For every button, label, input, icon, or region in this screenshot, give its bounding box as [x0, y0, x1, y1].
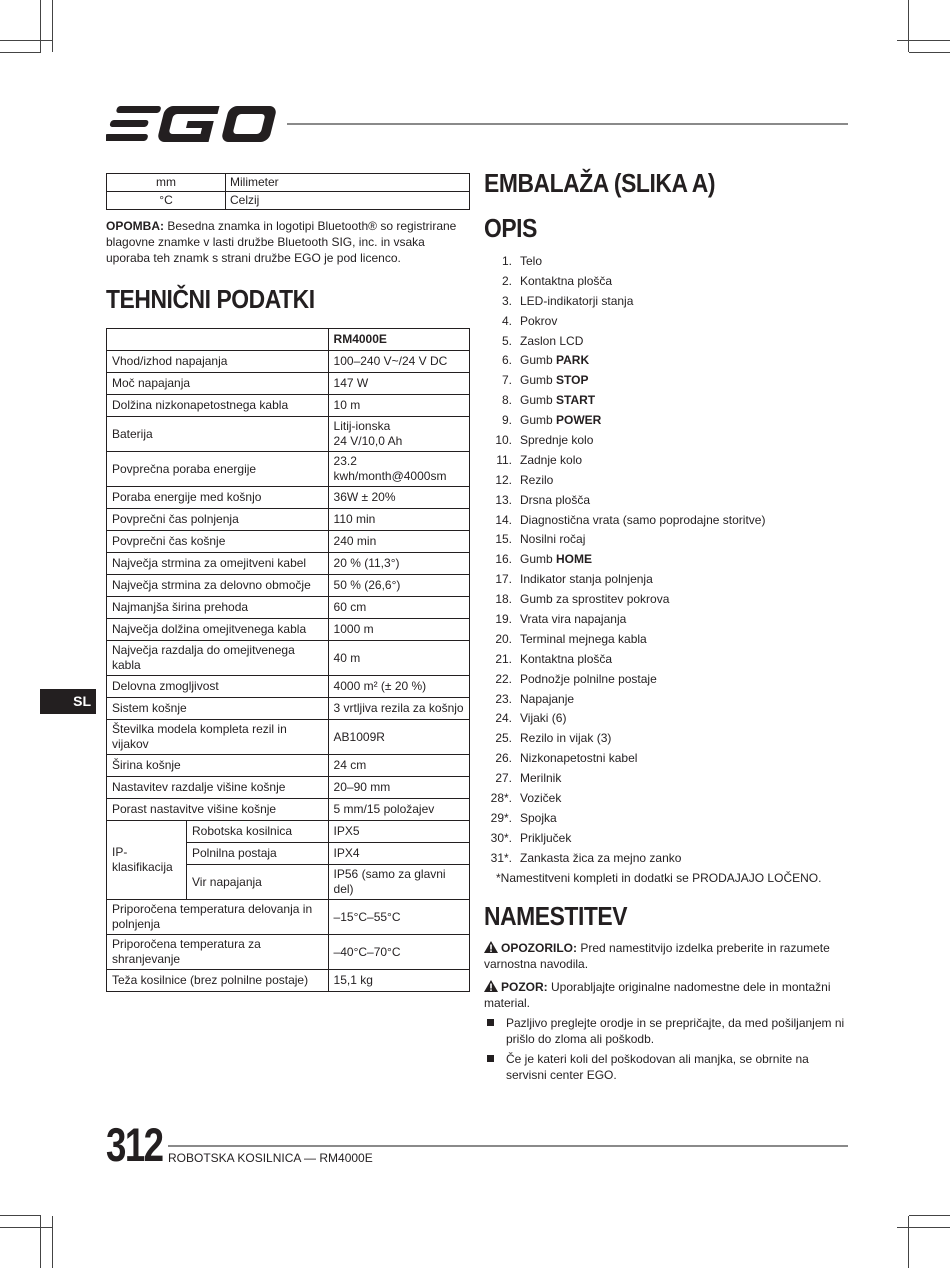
- item-label: Pokrov: [520, 313, 558, 328]
- crop-mark: [52, 0, 53, 52]
- item-label: Kontaktna plošča: [520, 651, 613, 666]
- table-row: [107, 970, 470, 992]
- item-text: [520, 789, 561, 809]
- table-row: [107, 351, 470, 373]
- list-item: [484, 670, 850, 690]
- table-row: [107, 619, 470, 641]
- item-label: Rezilo: [520, 472, 554, 487]
- item-text: [520, 491, 590, 511]
- item-label: Terminal mejnega kabla: [520, 631, 647, 646]
- spec-value: 10 m: [328, 395, 469, 417]
- table-row: [107, 755, 470, 777]
- table-row: [107, 417, 470, 452]
- item-bold-label: STOP: [556, 373, 589, 388]
- spec-value: 50 % (26,6°): [328, 575, 469, 597]
- item-text: [520, 809, 557, 829]
- list-item: [484, 351, 850, 371]
- crop-mark: [0, 52, 41, 53]
- table-row: [107, 900, 470, 935]
- item-label: Gumb za sprostitev pokrova: [520, 592, 670, 607]
- item-label: Drsna plošča: [520, 492, 591, 507]
- item-label: Gumb: [520, 353, 557, 368]
- item-text: [520, 411, 601, 431]
- trademark-note: [106, 218, 470, 266]
- item-label: Zankasta žica za mejno zanko: [520, 850, 682, 865]
- caution-text: Uporabljajte originalne nadomestne dele in montažni material.: [484, 979, 831, 1010]
- item-label: Spojka: [520, 810, 557, 825]
- item-number: 28*.: [490, 791, 512, 806]
- spec-label: Delovna zmogljivost: [107, 676, 329, 698]
- item-text: [520, 451, 582, 471]
- unit-abbr: °C: [107, 192, 226, 210]
- spec-value: 60 cm: [328, 597, 469, 619]
- spec-value: 23.2 kwh/month@4000sm: [328, 452, 469, 487]
- item-label: Voziček: [520, 791, 562, 806]
- list-item: [484, 690, 850, 710]
- list-item: [484, 451, 850, 471]
- item-number: 22.: [495, 671, 512, 686]
- item-number: 24.: [495, 711, 512, 726]
- item-bold-label: POWER: [556, 413, 602, 428]
- table-row: [107, 698, 470, 720]
- list-item: [484, 570, 850, 590]
- warning-paragraph: [484, 940, 850, 972]
- item-number: 30*.: [490, 830, 512, 845]
- item-label: Vrata vira napajanja: [520, 612, 627, 627]
- item-text: [520, 351, 589, 371]
- spec-label: Največja strmina za omejitveni kabel: [107, 553, 329, 575]
- item-text: [520, 530, 585, 550]
- bullet-text: Če je kateri koli del poškodovan ali manjka, se obrnite na servisni center EGO.: [506, 1051, 809, 1082]
- spec-label: Vhod/izhod napajanja: [107, 351, 329, 373]
- list-item: [484, 391, 850, 411]
- crop-mark: [897, 1227, 950, 1228]
- spec-value: 24 cm: [328, 755, 469, 777]
- item-label: Zaslon LCD: [520, 333, 584, 348]
- spec-label: Največja razdalja do omejitvenega kabla: [107, 641, 329, 676]
- table-row: [107, 799, 470, 821]
- item-bold-label: START: [556, 393, 596, 408]
- footer-rule: [168, 1145, 848, 1147]
- item-text: [520, 630, 647, 650]
- item-label: Merilnik: [520, 771, 562, 786]
- spec-value: 36W ± 20%: [328, 487, 469, 509]
- item-number: 26.: [495, 751, 512, 766]
- crop-mark: [0, 1215, 41, 1216]
- spec-label: Vir napajanja: [187, 865, 329, 900]
- item-number: 17.: [495, 572, 512, 587]
- description-title: OPIS: [484, 213, 537, 243]
- item-label: Indikator stanja polnjenja: [520, 572, 653, 587]
- bullet-square-icon: [487, 1055, 494, 1062]
- item-number: 6.: [501, 353, 512, 368]
- item-label: Gumb: [520, 393, 557, 408]
- list-item: [484, 809, 850, 829]
- item-bold-label: PARK: [556, 353, 590, 368]
- table-row: [107, 720, 470, 755]
- spec-label: Teža kosilnice (brez polnilne postaje): [107, 970, 329, 992]
- table-row: [107, 509, 470, 531]
- item-label: Zadnje kolo: [520, 452, 583, 467]
- item-bold-label: HOME: [556, 552, 593, 567]
- item-label: Napajanje: [520, 691, 575, 706]
- item-text: [520, 471, 553, 491]
- item-text: [520, 550, 592, 570]
- list-item: [484, 590, 850, 610]
- list-item: [484, 789, 850, 809]
- item-text: [520, 829, 571, 849]
- item-number: 16.: [495, 552, 512, 567]
- unit-meaning: Milimeter: [226, 174, 470, 192]
- list-item: [484, 1051, 850, 1083]
- item-text: [520, 371, 588, 391]
- list-item: [484, 491, 850, 511]
- item-text: [520, 252, 542, 272]
- table-row: [107, 641, 470, 676]
- item-number: 7.: [501, 373, 512, 388]
- table-row: [107, 531, 470, 553]
- list-item: [484, 709, 850, 729]
- spec-value: 110 min: [328, 509, 469, 531]
- spec-value: 40 m: [328, 641, 469, 676]
- spec-value: 20–90 mm: [328, 777, 469, 799]
- item-label: Sprednje kolo: [520, 433, 594, 448]
- spec-value: 15,1 kg: [328, 970, 469, 992]
- bullet-square-icon: [487, 1019, 494, 1026]
- footnote: *Namestitveni kompleti in dodatki se PRODAJAJO LOČENO.: [496, 870, 822, 885]
- table-row: [107, 373, 470, 395]
- crop-mark: [40, 1216, 41, 1268]
- table-row: [107, 575, 470, 597]
- spec-label: Polnilna postaja: [187, 843, 329, 865]
- tech-specs-title: TEHNIČNI PODATKI: [106, 284, 315, 314]
- spec-label: Največja dolžina omejitvenega kabla: [107, 619, 329, 641]
- spec-label: Dolžina nizkonapetostnega kabla: [107, 395, 329, 417]
- spec-label: Povprečni čas polnjenja: [107, 509, 329, 531]
- spec-value: 147 W: [328, 373, 469, 395]
- item-text: [520, 650, 612, 670]
- item-label: Gumb: [520, 373, 557, 388]
- item-number: 27.: [495, 771, 512, 786]
- spec-label: Povprečni čas košnje: [107, 531, 329, 553]
- list-item: [484, 650, 850, 670]
- spec-value: [328, 417, 469, 452]
- list-item: [484, 749, 850, 769]
- crop-mark: [908, 0, 909, 52]
- spec-label: Širina košnje: [107, 755, 329, 777]
- spec-value: AB1009R: [328, 720, 469, 755]
- warning-label: OPOZORILO:: [501, 940, 577, 955]
- list-item: [484, 849, 850, 869]
- item-label: Gumb: [520, 552, 557, 567]
- spec-value: 100–240 V~/24 V DC: [328, 351, 469, 373]
- spec-label: Moč napajanja: [107, 373, 329, 395]
- spec-label: Najmanjša širina prehoda: [107, 597, 329, 619]
- item-number: 20.: [495, 631, 512, 646]
- spec-value: 20 % (11,3°): [328, 553, 469, 575]
- item-number: 19.: [495, 612, 512, 627]
- item-label: Priključek: [520, 830, 572, 845]
- list-item: [484, 511, 850, 531]
- right-column: [484, 168, 850, 1083]
- item-number: 3.: [501, 293, 512, 308]
- item-label: Kontaktna plošča: [520, 273, 613, 288]
- note-label: OPOMBA:: [106, 219, 164, 233]
- item-text: [520, 312, 557, 332]
- footer-text: ROBOTSKA KOSILNICA — RM4000E: [168, 1151, 373, 1165]
- item-text: [520, 670, 657, 690]
- item-number: 4.: [501, 313, 512, 328]
- crop-mark: [909, 1215, 950, 1216]
- item-label: Podnožje polnilne postaje: [520, 671, 657, 686]
- spec-value: IPX4: [328, 843, 469, 865]
- item-text: [520, 570, 653, 590]
- units-table: [106, 173, 470, 210]
- spec-label: Baterija: [107, 417, 329, 452]
- item-label: Nosilni ročaj: [520, 532, 586, 547]
- spec-value: 240 min: [328, 531, 469, 553]
- spec-label: Priporočena temperatura delovanja in polnjenja: [107, 900, 329, 935]
- item-number: 11.: [496, 452, 512, 467]
- spec-value: IPX5: [328, 821, 469, 843]
- item-label: Gumb: [520, 413, 557, 428]
- item-number: 31*.: [490, 850, 512, 865]
- item-number: 13.: [495, 492, 512, 507]
- list-item: [484, 292, 850, 312]
- item-number: 25.: [495, 731, 512, 746]
- model-header: RM4000E: [328, 329, 469, 351]
- unit-meaning: Celzij: [226, 192, 470, 210]
- page-number: 312: [106, 1118, 163, 1171]
- crop-mark: [897, 40, 950, 41]
- list-item: [484, 829, 850, 849]
- list-item: [484, 411, 850, 431]
- list-item: [484, 630, 850, 650]
- item-number: 18.: [495, 592, 512, 607]
- crop-mark: [909, 52, 950, 53]
- spec-label: Povprečna poraba energije: [107, 452, 329, 487]
- crop-mark: [0, 1227, 53, 1228]
- list-item: [484, 471, 850, 491]
- item-number: 15.: [495, 532, 512, 547]
- crop-mark: [52, 1216, 53, 1268]
- spec-value: 5 mm/15 položajev: [328, 799, 469, 821]
- list-item: [484, 530, 850, 550]
- item-text: [520, 729, 611, 749]
- item-label: Rezilo in vijak (3): [520, 731, 612, 746]
- spec-value: –40°C–70°C: [328, 935, 469, 970]
- crop-mark: [908, 1216, 909, 1268]
- spec-label: Porast nastavitve višine košnje: [107, 799, 329, 821]
- item-label: Telo: [520, 254, 543, 268]
- list-item: [484, 252, 850, 272]
- spec-value: –15°C–55°C: [328, 900, 469, 935]
- item-number: 9.: [501, 413, 512, 428]
- table-row: [107, 821, 470, 843]
- list-item: [484, 332, 850, 352]
- spec-label: Priporočena temperatura za shranjevanje: [107, 935, 329, 970]
- item-number: 1.: [501, 254, 512, 268]
- packaging-title: EMBALAŽA (SLIKA A): [484, 168, 716, 198]
- tech-specs-table: [106, 328, 470, 992]
- item-label: Vijaki (6): [520, 711, 567, 726]
- table-row: [107, 676, 470, 698]
- list-item: [484, 550, 850, 570]
- item-text: [520, 709, 566, 729]
- table-row: [107, 597, 470, 619]
- spec-label: Sistem košnje: [107, 698, 329, 720]
- list-item: [484, 1015, 850, 1047]
- spec-label: Robotska kosilnica: [187, 821, 329, 843]
- spec-value-line: 24 V/10,0 Ah: [333, 434, 403, 448]
- item-text: [520, 749, 637, 769]
- warning-text: Pred namestitvijo izdelka preberite in razumete varnostna navodila.: [484, 940, 830, 971]
- table-cell-empty: [107, 329, 329, 351]
- item-number: 5.: [501, 333, 512, 348]
- list-item: [484, 610, 850, 630]
- table-row: [107, 553, 470, 575]
- spec-value: IP56 (samo za glavni del): [328, 865, 469, 900]
- spec-label: Poraba energije med košnjo: [107, 487, 329, 509]
- list-item: [484, 371, 850, 391]
- item-text: [520, 590, 669, 610]
- spec-value-line: Litij-ionska: [333, 419, 391, 433]
- item-number: 21.: [495, 651, 512, 666]
- warning-icon: [484, 941, 498, 953]
- item-text: [520, 769, 561, 789]
- item-number: 10.: [495, 433, 512, 448]
- item-text: [520, 511, 765, 531]
- list-item: [484, 431, 850, 451]
- item-text: [520, 431, 593, 451]
- table-row: [107, 452, 470, 487]
- spec-value: 4000 m² (± 20 %): [328, 676, 469, 698]
- installation-title: NAMESTITEV: [484, 900, 628, 931]
- item-text: [520, 332, 583, 352]
- item-text: [520, 690, 574, 710]
- language-tab: SL: [40, 689, 96, 714]
- spec-label: Številka modela kompleta rezil in vijakov: [107, 720, 329, 755]
- spec-label: Nastavitev razdalje višine košnje: [107, 777, 329, 799]
- item-label: Diagnostična vrata (samo poprodajne storitve): [520, 512, 766, 527]
- crop-mark: [40, 0, 41, 52]
- table-row: [107, 935, 470, 970]
- item-text: [520, 391, 595, 411]
- ip-label: IP-klasifikacija: [107, 821, 187, 900]
- item-number: 23.: [495, 691, 512, 706]
- item-number: 29*.: [490, 810, 512, 825]
- spec-value: 3 vrtljiva rezila za košnjo: [328, 698, 469, 720]
- list-item: [484, 769, 850, 789]
- table-header-row: [107, 329, 470, 351]
- parts-list: [484, 252, 850, 869]
- item-number: 12.: [495, 472, 512, 487]
- list-item: [484, 312, 850, 332]
- item-number: 2.: [501, 273, 512, 288]
- table-row: [107, 777, 470, 799]
- item-text: [520, 849, 681, 869]
- item-text: [520, 292, 633, 312]
- table-row: [107, 192, 470, 210]
- spec-value: 1000 m: [328, 619, 469, 641]
- item-text: [520, 272, 612, 292]
- ego-logo: [106, 104, 278, 144]
- item-number: 8.: [501, 393, 512, 408]
- crop-mark: [0, 40, 53, 41]
- caution-paragraph: [484, 979, 850, 1011]
- item-label: LED-indikatorji stanja: [520, 293, 634, 308]
- bullet-text: Pazljivo preglejte orodje in se prepričajte, da med pošiljanjem ni prišlo do zloma ali poškodb.: [506, 1015, 845, 1046]
- header-rule: [287, 123, 848, 125]
- item-label: Nizkonapetostni kabel: [520, 751, 638, 766]
- table-row: [107, 487, 470, 509]
- list-item: [484, 729, 850, 749]
- table-row: [107, 395, 470, 417]
- unit-abbr: mm: [107, 174, 226, 192]
- caution-icon: [484, 980, 498, 992]
- left-column: [106, 173, 470, 992]
- spec-label: Največja strmina za delovno območje: [107, 575, 329, 597]
- caution-label: POZOR:: [501, 979, 548, 994]
- table-row: [107, 174, 470, 192]
- note-text: Besedna znamka in logotipi Bluetooth® so registrirane blagovne znamke v lasti družbe Bluetooth SIG, inc. in vsaka uporaba teh znamk s strani družbe EGO je pod licenco.: [106, 219, 457, 265]
- item-text: [520, 610, 626, 630]
- item-number: 14.: [495, 512, 512, 527]
- list-item: [484, 272, 850, 292]
